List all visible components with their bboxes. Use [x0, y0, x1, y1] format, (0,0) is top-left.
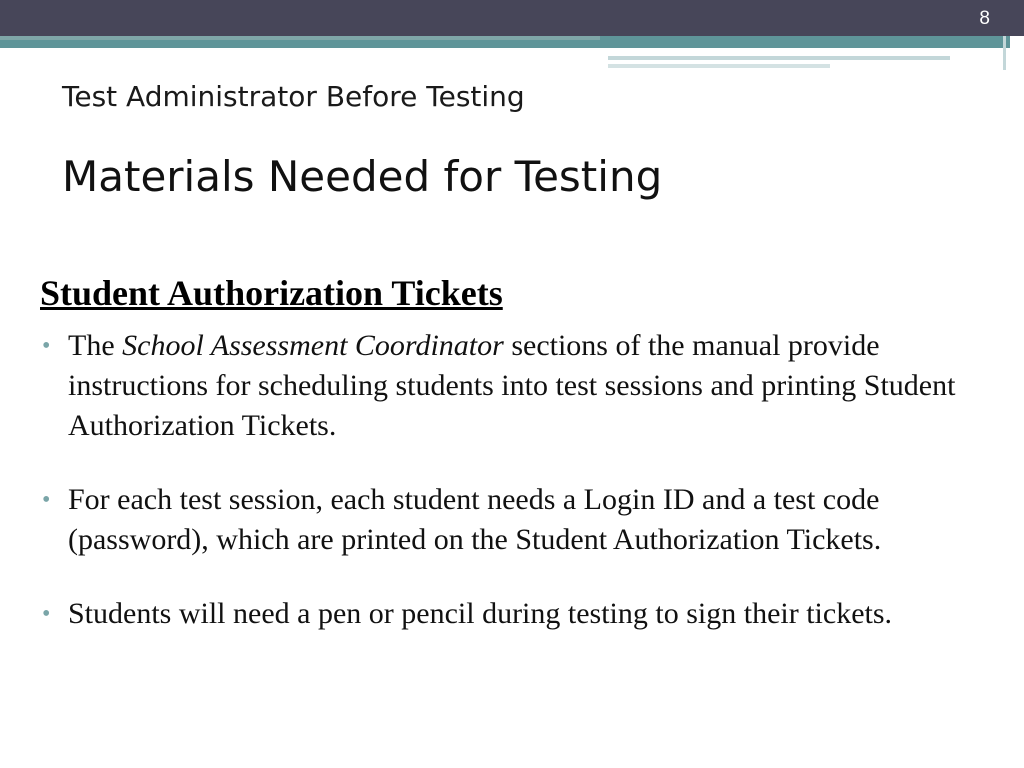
bullet-item: [40, 594, 1000, 634]
decorative-corner-line: [1003, 36, 1006, 70]
bullet-text: Students will need a pen or pencil during testing to sign their tickets.: [68, 597, 893, 630]
slide-subtitle: Test Administrator Before Testing: [62, 80, 525, 113]
decorative-corner: [1010, 36, 1024, 70]
section-heading: Student Authorization Tickets: [40, 273, 503, 313]
accent-band-highlight: [0, 36, 600, 40]
bullet-text-prefix: The: [68, 329, 123, 362]
bullet-item: [40, 480, 1000, 560]
bullet-text: For each test session, each student needs a Login ID and a test code (password), which are printed on the Student Authorization Tickets.: [68, 483, 882, 556]
decorative-line: [608, 64, 830, 68]
slide-title: Materials Needed for Testing: [62, 152, 663, 201]
bullet-list: [40, 326, 1000, 668]
bullet-text-emphasis: School Assessment Coordinator: [122, 329, 504, 362]
bullet-icon: •: [42, 487, 51, 513]
bullet-item: [40, 326, 1000, 446]
bullet-icon: •: [42, 601, 51, 627]
slide-number: 8: [979, 8, 990, 29]
bullet-icon: •: [42, 333, 51, 359]
bullet-text-suffix: sections of the manual provide instructions for scheduling students into test sessions and printing Student Authorization Tickets.: [68, 329, 956, 442]
header-band: [0, 0, 1024, 36]
decorative-line: [608, 56, 950, 60]
